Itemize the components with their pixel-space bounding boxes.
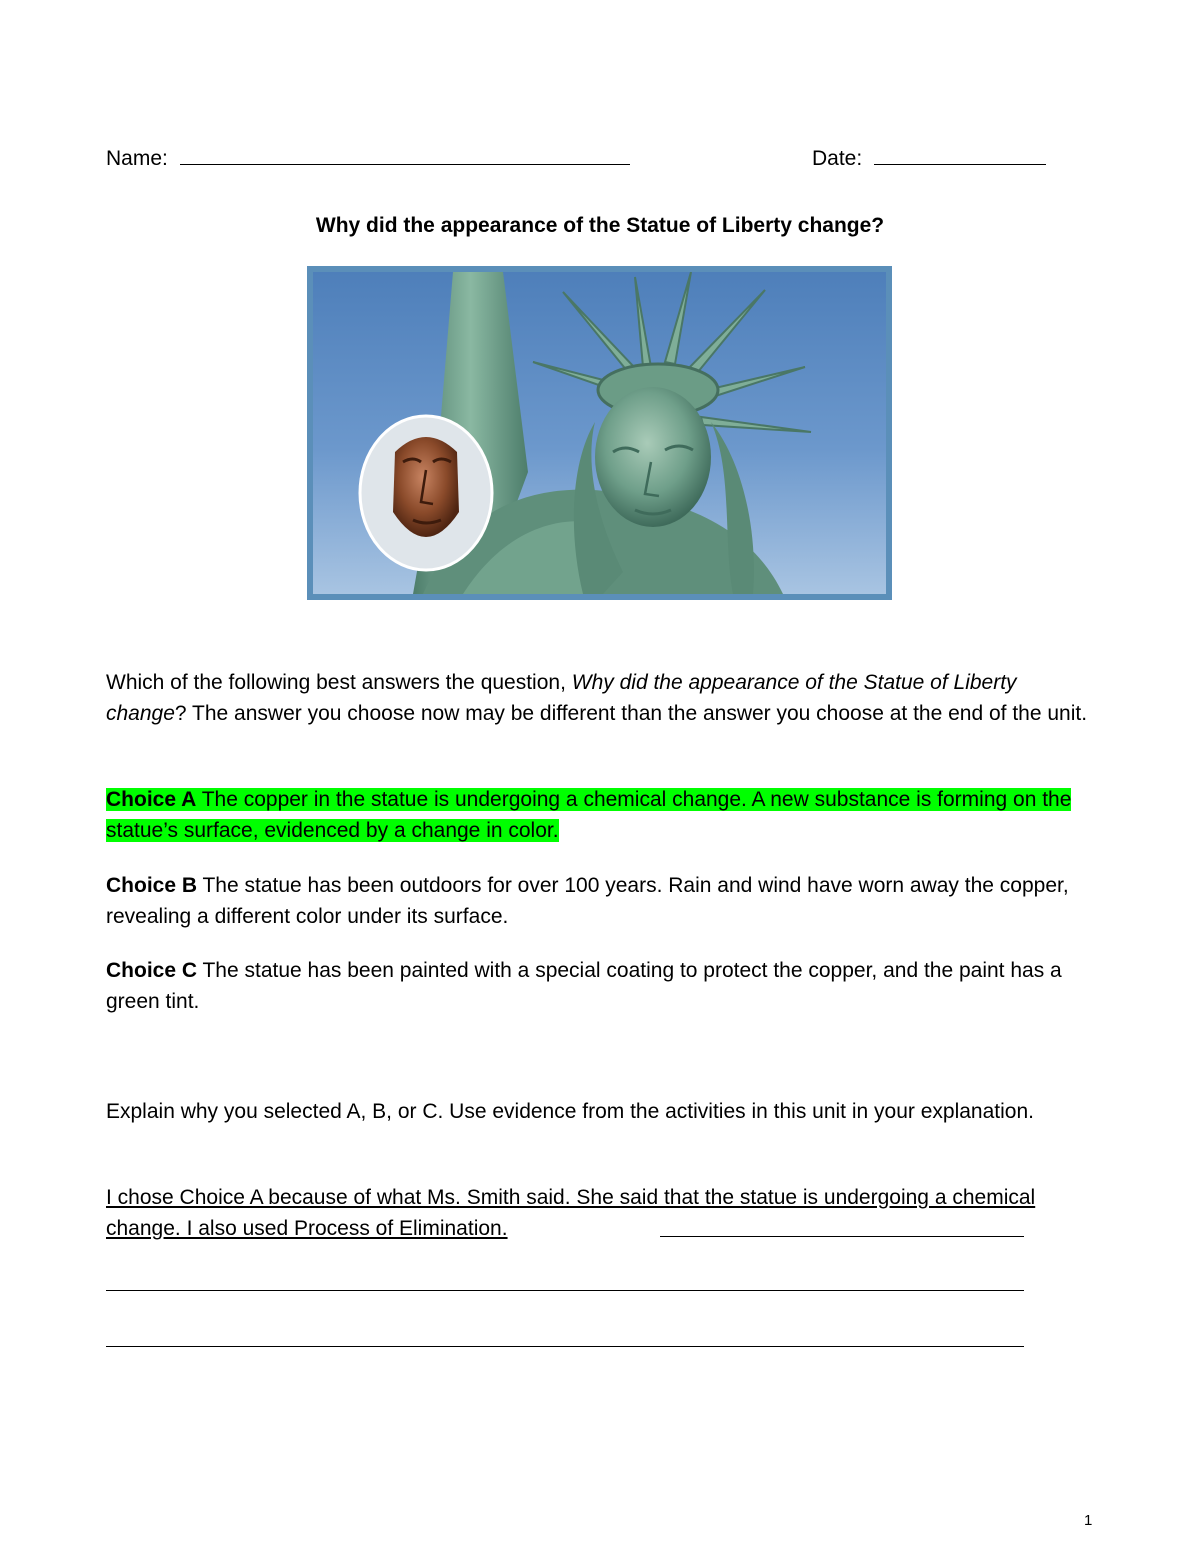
- choice-a-text: The copper in the statue is undergoing a chemical change. A new substance is forming on the statue’s surface, evidenced by a change in color.: [106, 788, 1072, 842]
- name-field[interactable]: [106, 146, 630, 171]
- question-intro: Which of the following best answers the question,: [106, 671, 572, 694]
- page-title: Why did the appearance of the Statue of Liberty change?: [315, 214, 885, 237]
- choice-b[interactable]: [106, 870, 1096, 932]
- date-label: Date:: [812, 147, 863, 170]
- name-label: Name:: [106, 147, 168, 170]
- student-answer[interactable]: [106, 1182, 1066, 1244]
- statue-of-liberty-image: [307, 266, 892, 600]
- answer-line-3[interactable]: [106, 1346, 1024, 1347]
- page-number: 1: [1084, 1512, 1093, 1529]
- choice-a-label: Choice A: [106, 788, 197, 811]
- statue-face: [595, 387, 711, 527]
- student-answer-text: I chose Choice A because of what Ms. Smith said. She said that the statue is undergoing a chemical change. I also used Process of Elimination.: [106, 1186, 1036, 1240]
- question-paragraph: [106, 667, 1096, 729]
- choice-c-text: The statue has been painted with a special coating to protect the copper, and the paint has a green tint.: [106, 959, 1062, 1013]
- statue-illustration: [313, 272, 886, 594]
- choice-c-label: Choice C: [106, 959, 198, 982]
- choice-b-text: The statue has been outdoors for over 100 years. Rain and wind have worn away the copper, revealing a different color under its surface.: [106, 874, 1069, 928]
- choice-a[interactable]: [106, 784, 1096, 846]
- question-rest: ? The answer you choose now may be different than the answer you choose at the end of the unit.: [174, 702, 1088, 725]
- choice-c[interactable]: [106, 955, 1096, 1017]
- answer-line-1-tail[interactable]: [660, 1236, 1024, 1237]
- date-blank[interactable]: [874, 146, 1046, 165]
- question-italic: Why did the appearance of the Statue of Liberty change: [106, 671, 1017, 725]
- choice-b-label: Choice B: [106, 874, 198, 897]
- name-blank[interactable]: [180, 146, 630, 165]
- date-field[interactable]: [812, 146, 1046, 171]
- answer-line-2[interactable]: [106, 1290, 1024, 1291]
- explain-prompt: Explain why you selected A, B, or C. Use evidence from the activities in this unit in your explanation.: [106, 1100, 1034, 1123]
